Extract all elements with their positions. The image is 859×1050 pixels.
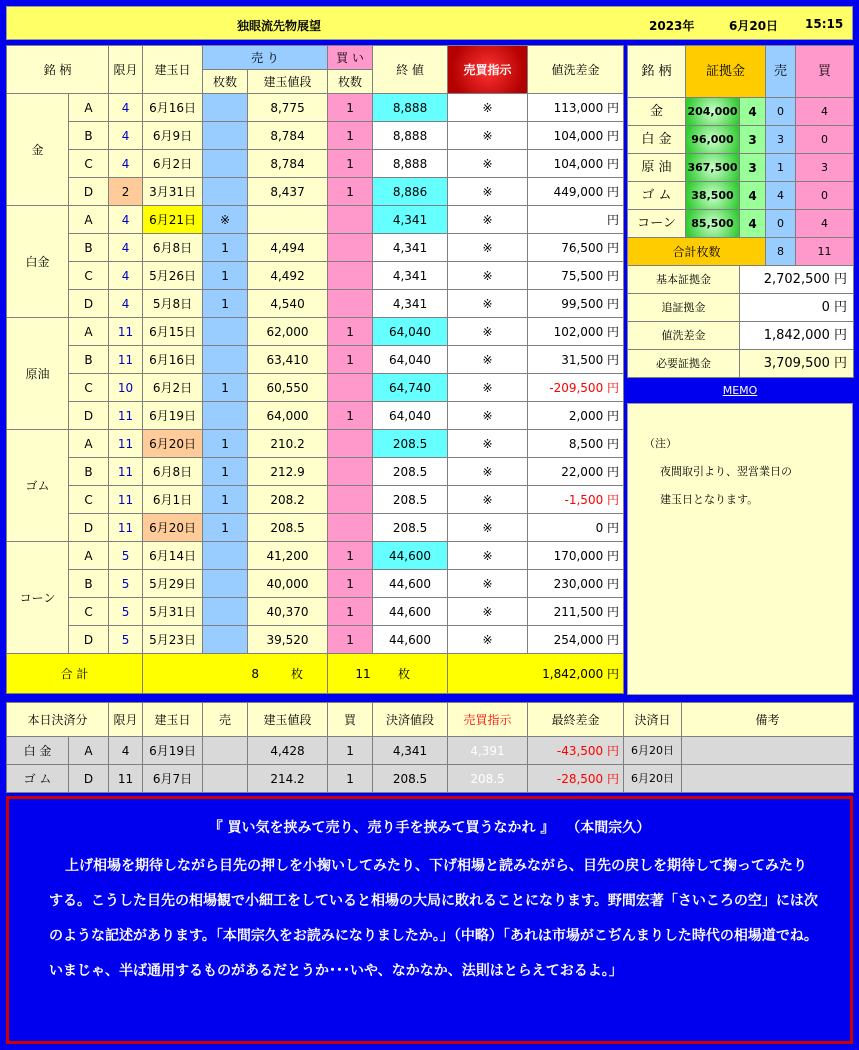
row-buy-qty: 1 bbox=[328, 402, 373, 430]
row-order: ※ bbox=[448, 514, 528, 542]
row-close: 8,888 bbox=[373, 122, 448, 150]
row-sell-qty: 1 bbox=[203, 290, 248, 318]
row-order: ※ bbox=[448, 402, 528, 430]
row-order: ※ bbox=[448, 262, 528, 290]
settled-buy: 1 bbox=[328, 737, 373, 765]
total-buy-count: 11 bbox=[355, 666, 371, 681]
row-sell-qty: 1 bbox=[203, 486, 248, 514]
rp-buy: 3 bbox=[796, 154, 854, 182]
summary-label: 必要証拠金 bbox=[628, 350, 740, 378]
row-sell-qty: 1 bbox=[203, 262, 248, 290]
row-code: D bbox=[69, 514, 109, 542]
row-limit: 4 bbox=[109, 94, 143, 122]
row-buy-qty: 1 bbox=[328, 346, 373, 374]
row-close: 208.5 bbox=[373, 486, 448, 514]
settled-price: 214.2 bbox=[248, 765, 328, 793]
row-close: 64,040 bbox=[373, 402, 448, 430]
rp-name: 原 油 bbox=[628, 154, 686, 182]
row-buy-qty: 1 bbox=[328, 542, 373, 570]
row-diff: 104,000 円 bbox=[528, 150, 624, 178]
row-sell-qty bbox=[203, 598, 248, 626]
row-close: 64,040 bbox=[373, 346, 448, 374]
row-order: ※ bbox=[448, 458, 528, 486]
row-limit: 11 bbox=[109, 402, 143, 430]
row-sell-qty bbox=[203, 542, 248, 570]
row-limit: 5 bbox=[109, 570, 143, 598]
row-order: ※ bbox=[448, 206, 528, 234]
row-diff: 8,500 円 bbox=[528, 430, 624, 458]
row-diff: 102,000 円 bbox=[528, 318, 624, 346]
row-order: ※ bbox=[448, 570, 528, 598]
row-code: B bbox=[69, 122, 109, 150]
memo-link[interactable]: MEMO bbox=[722, 384, 758, 397]
row-close: 44,600 bbox=[373, 542, 448, 570]
rp-sell-header: 売 bbox=[766, 46, 796, 98]
rp-count: 3 bbox=[740, 154, 766, 182]
row-code: B bbox=[69, 570, 109, 598]
row-buy-qty bbox=[328, 206, 373, 234]
rp-brand-header: 銘 柄 bbox=[628, 46, 686, 98]
col-limit-header: 限月 bbox=[109, 46, 143, 94]
row-sell-qty bbox=[203, 570, 248, 598]
row-buy-qty: 1 bbox=[328, 122, 373, 150]
row-order: ※ bbox=[448, 542, 528, 570]
row-date: 5月26日 bbox=[143, 262, 203, 290]
row-order: ※ bbox=[448, 122, 528, 150]
row-limit: 11 bbox=[109, 430, 143, 458]
row-buy-qty: 1 bbox=[328, 178, 373, 206]
row-limit: 2 bbox=[109, 178, 143, 206]
st-header-note: 備考 bbox=[682, 703, 854, 737]
row-diff: 99,500 円 bbox=[528, 290, 624, 318]
row-code: B bbox=[69, 458, 109, 486]
row-diff: 76,500 円 bbox=[528, 234, 624, 262]
row-date: 6月8日 bbox=[143, 458, 203, 486]
settled-sdate: 6月20日 bbox=[624, 737, 682, 765]
st-header-order: 売買指示 bbox=[448, 703, 528, 737]
market-name: 白金 bbox=[7, 206, 69, 318]
row-buy-qty: 1 bbox=[328, 94, 373, 122]
row-sell-qty bbox=[203, 178, 248, 206]
row-limit: 11 bbox=[109, 486, 143, 514]
row-close: 8,888 bbox=[373, 150, 448, 178]
row-sell-qty: 1 bbox=[203, 234, 248, 262]
row-sell-qty: 1 bbox=[203, 430, 248, 458]
row-diff: 254,000 円 bbox=[528, 626, 624, 654]
row-date: 6月2日 bbox=[143, 150, 203, 178]
row-limit: 4 bbox=[109, 122, 143, 150]
rp-name: 金 bbox=[628, 98, 686, 126]
row-diff: 230,000 円 bbox=[528, 570, 624, 598]
row-price: 4,540 bbox=[248, 290, 328, 318]
row-diff: 170,000 円 bbox=[528, 542, 624, 570]
settled-note bbox=[682, 765, 854, 793]
title-bar bbox=[6, 6, 853, 40]
row-date: 6月8日 bbox=[143, 234, 203, 262]
rp-total-sell: 8 bbox=[766, 238, 796, 266]
summary-value: 2,702,500 円 bbox=[740, 266, 854, 294]
settled-settle: 4,341 bbox=[373, 737, 448, 765]
col-date-header: 建玉日 bbox=[143, 46, 203, 94]
row-price: 208.2 bbox=[248, 486, 328, 514]
market-name: 金 bbox=[7, 94, 69, 206]
row-code: C bbox=[69, 262, 109, 290]
settled-code: D bbox=[69, 765, 109, 793]
settled-sdate: 6月20日 bbox=[624, 765, 682, 793]
settled-limit: 11 bbox=[109, 765, 143, 793]
row-order: ※ bbox=[448, 430, 528, 458]
row-close: 208.5 bbox=[373, 430, 448, 458]
row-order: ※ bbox=[448, 626, 528, 654]
settled-table bbox=[6, 702, 854, 793]
row-date: 6月2日 bbox=[143, 374, 203, 402]
row-order: ※ bbox=[448, 598, 528, 626]
settled-name: 白 金 bbox=[7, 737, 69, 765]
row-close: 4,341 bbox=[373, 290, 448, 318]
row-price: 8,784 bbox=[248, 150, 328, 178]
row-code: A bbox=[69, 430, 109, 458]
row-date: 6月9日 bbox=[143, 122, 203, 150]
rp-margin: 204,000 bbox=[686, 98, 740, 126]
rp-count: 3 bbox=[740, 126, 766, 154]
row-close: 208.5 bbox=[373, 514, 448, 542]
total-sell bbox=[143, 654, 328, 694]
row-diff: -1,500 円 bbox=[528, 486, 624, 514]
row-buy-qty bbox=[328, 458, 373, 486]
row-limit: 11 bbox=[109, 514, 143, 542]
rp-buy: 0 bbox=[796, 126, 854, 154]
row-diff: 0 円 bbox=[528, 514, 624, 542]
row-price: 8,784 bbox=[248, 122, 328, 150]
rp-sell: 4 bbox=[766, 182, 796, 210]
row-code: C bbox=[69, 150, 109, 178]
col-price-header: 建玉値段 bbox=[248, 70, 328, 94]
row-code: A bbox=[69, 542, 109, 570]
row-limit: 5 bbox=[109, 598, 143, 626]
row-diff: 211,500 円 bbox=[528, 598, 624, 626]
row-date: 6月1日 bbox=[143, 486, 203, 514]
row-order: ※ bbox=[448, 290, 528, 318]
col-order-header: 売買指示 bbox=[448, 46, 528, 94]
row-date: 6月21日 bbox=[143, 206, 203, 234]
header-date: 6月20日 bbox=[729, 19, 779, 33]
row-order: ※ bbox=[448, 178, 528, 206]
row-order: ※ bbox=[448, 94, 528, 122]
row-date: 5月8日 bbox=[143, 290, 203, 318]
row-buy-qty bbox=[328, 514, 373, 542]
row-sell-qty bbox=[203, 318, 248, 346]
quote-title: 『 買い気を挟みて売り、売り手を挟みて買うなかれ 』 （本間宗久） bbox=[208, 820, 651, 836]
settled-buy: 1 bbox=[328, 765, 373, 793]
settled-limit: 4 bbox=[109, 737, 143, 765]
rp-sell: 0 bbox=[766, 98, 796, 126]
row-diff: 113,000 円 bbox=[528, 94, 624, 122]
rp-margin: 367,500 bbox=[686, 154, 740, 182]
row-price bbox=[248, 206, 328, 234]
row-diff: 31,500 円 bbox=[528, 346, 624, 374]
total-buy bbox=[328, 654, 448, 694]
row-buy-qty: 1 bbox=[328, 570, 373, 598]
row-price: 64,000 bbox=[248, 402, 328, 430]
row-buy-qty: 1 bbox=[328, 598, 373, 626]
positions-table bbox=[6, 45, 624, 694]
rp-sell: 0 bbox=[766, 210, 796, 238]
row-price: 210.2 bbox=[248, 430, 328, 458]
row-close: 8,888 bbox=[373, 94, 448, 122]
row-date: 6月19日 bbox=[143, 402, 203, 430]
total-buy-unit: 枚 bbox=[398, 666, 411, 681]
st-header-name: 本日決済分 bbox=[7, 703, 109, 737]
settled-note bbox=[682, 737, 854, 765]
row-buy-qty bbox=[328, 290, 373, 318]
st-header-buy: 買 bbox=[328, 703, 373, 737]
rp-margin: 38,500 bbox=[686, 182, 740, 210]
row-sell-qty bbox=[203, 122, 248, 150]
row-limit: 4 bbox=[109, 290, 143, 318]
rp-margin: 96,000 bbox=[686, 126, 740, 154]
row-date: 6月20日 bbox=[143, 430, 203, 458]
row-sell-qty: 1 bbox=[203, 374, 248, 402]
summary-value: 1,842,000 円 bbox=[740, 322, 854, 350]
row-code: A bbox=[69, 206, 109, 234]
row-close: 4,341 bbox=[373, 206, 448, 234]
settled-final: -43,500 円 bbox=[528, 737, 624, 765]
row-limit: 5 bbox=[109, 542, 143, 570]
rp-buy: 0 bbox=[796, 182, 854, 210]
row-buy-qty: 1 bbox=[328, 150, 373, 178]
rp-sell: 1 bbox=[766, 154, 796, 182]
row-close: 44,600 bbox=[373, 598, 448, 626]
rp-total-buy: 11 bbox=[796, 238, 854, 266]
rp-count: 4 bbox=[740, 210, 766, 238]
row-buy-qty: 1 bbox=[328, 626, 373, 654]
row-limit: 4 bbox=[109, 234, 143, 262]
summary-label: 基本証拠金 bbox=[628, 266, 740, 294]
rp-margin: 85,500 bbox=[686, 210, 740, 238]
row-order: ※ bbox=[448, 374, 528, 402]
row-price: 212.9 bbox=[248, 458, 328, 486]
row-diff: 円 bbox=[528, 206, 624, 234]
row-date: 5月23日 bbox=[143, 626, 203, 654]
settled-code: A bbox=[69, 737, 109, 765]
row-buy-qty bbox=[328, 486, 373, 514]
settled-sell bbox=[203, 737, 248, 765]
row-close: 44,600 bbox=[373, 626, 448, 654]
margin-panel bbox=[627, 45, 854, 378]
rp-buy: 4 bbox=[796, 98, 854, 126]
settled-date: 6月7日 bbox=[143, 765, 203, 793]
total-diff: 1,842,000 円 bbox=[448, 654, 624, 694]
row-date: 6月16日 bbox=[143, 346, 203, 374]
settled-order: 4,391 bbox=[448, 737, 528, 765]
row-date: 5月31日 bbox=[143, 598, 203, 626]
header-time: 15:15 bbox=[805, 17, 844, 31]
row-date: 6月20日 bbox=[143, 514, 203, 542]
market-name: ゴム bbox=[7, 430, 69, 542]
row-date: 6月16日 bbox=[143, 94, 203, 122]
row-sell-qty bbox=[203, 94, 248, 122]
row-price: 8,775 bbox=[248, 94, 328, 122]
row-limit: 11 bbox=[109, 318, 143, 346]
row-sell-qty bbox=[203, 346, 248, 374]
memo-line-2: 夜間取引より、翌営業日の bbox=[660, 465, 792, 478]
quote-box bbox=[6, 796, 853, 1044]
st-header-settle: 決済値段 bbox=[373, 703, 448, 737]
st-header-limit: 限月 bbox=[109, 703, 143, 737]
row-code: D bbox=[69, 178, 109, 206]
col-sell-qty-header: 枚数 bbox=[203, 70, 248, 94]
summary-label: 値洗差金 bbox=[628, 322, 740, 350]
row-code: D bbox=[69, 402, 109, 430]
row-code: A bbox=[69, 318, 109, 346]
row-buy-qty bbox=[328, 234, 373, 262]
row-sell-qty bbox=[203, 626, 248, 654]
rp-buy-header: 買 bbox=[796, 46, 854, 98]
row-order: ※ bbox=[448, 150, 528, 178]
row-close: 208.5 bbox=[373, 458, 448, 486]
row-close: 64,040 bbox=[373, 318, 448, 346]
header-year: 2023年 bbox=[649, 19, 695, 33]
st-header-final: 最終差金 bbox=[528, 703, 624, 737]
st-header-sdate: 決済日 bbox=[624, 703, 682, 737]
row-price: 4,494 bbox=[248, 234, 328, 262]
row-code: B bbox=[69, 234, 109, 262]
row-date: 6月15日 bbox=[143, 318, 203, 346]
row-code: B bbox=[69, 346, 109, 374]
st-header-date: 建玉日 bbox=[143, 703, 203, 737]
row-diff: 22,000 円 bbox=[528, 458, 624, 486]
rp-count: 4 bbox=[740, 98, 766, 126]
row-code: A bbox=[69, 94, 109, 122]
rp-name: 白 金 bbox=[628, 126, 686, 154]
rp-sell: 3 bbox=[766, 126, 796, 154]
row-limit: 11 bbox=[109, 458, 143, 486]
memo-line-1: （注） bbox=[644, 437, 677, 450]
row-limit: 10 bbox=[109, 374, 143, 402]
row-diff: -209,500 円 bbox=[528, 374, 624, 402]
row-limit: 5 bbox=[109, 626, 143, 654]
row-close: 44,600 bbox=[373, 570, 448, 598]
row-price: 208.5 bbox=[248, 514, 328, 542]
row-code: C bbox=[69, 598, 109, 626]
col-sell-header: 売 り bbox=[203, 46, 328, 70]
row-price: 39,520 bbox=[248, 626, 328, 654]
total-label: 合 計 bbox=[7, 654, 143, 694]
row-diff: 449,000 円 bbox=[528, 178, 624, 206]
summary-label: 追証拠金 bbox=[628, 294, 740, 322]
st-header-price: 建玉値段 bbox=[248, 703, 328, 737]
memo-line-3: 建玉日となります。 bbox=[660, 493, 759, 506]
total-sell-unit: 枚 bbox=[291, 666, 304, 681]
rp-name: ゴ ム bbox=[628, 182, 686, 210]
row-buy-qty bbox=[328, 430, 373, 458]
row-date: 6月14日 bbox=[143, 542, 203, 570]
row-diff: 75,500 円 bbox=[528, 262, 624, 290]
col-buy-header: 買 い bbox=[328, 46, 373, 70]
row-order: ※ bbox=[448, 486, 528, 514]
row-diff: 2,000 円 bbox=[528, 402, 624, 430]
total-sell-count: 8 bbox=[251, 666, 260, 681]
row-limit: 4 bbox=[109, 206, 143, 234]
row-price: 40,370 bbox=[248, 598, 328, 626]
settled-date: 6月19日 bbox=[143, 737, 203, 765]
row-sell-qty bbox=[203, 402, 248, 430]
row-price: 41,200 bbox=[248, 542, 328, 570]
rp-count: 4 bbox=[740, 182, 766, 210]
col-close-header: 終 値 bbox=[373, 46, 448, 94]
rp-total-label: 合計枚数 bbox=[628, 238, 766, 266]
row-order: ※ bbox=[448, 318, 528, 346]
row-price: 8,437 bbox=[248, 178, 328, 206]
col-diff-header: 値洗差金 bbox=[528, 46, 624, 94]
row-close: 64,740 bbox=[373, 374, 448, 402]
row-buy-qty bbox=[328, 374, 373, 402]
settled-settle: 208.5 bbox=[373, 765, 448, 793]
row-close: 8,886 bbox=[373, 178, 448, 206]
memo-box bbox=[627, 403, 853, 695]
settled-sell bbox=[203, 765, 248, 793]
row-sell-qty: 1 bbox=[203, 458, 248, 486]
market-name: コーン bbox=[7, 542, 69, 654]
row-sell-qty bbox=[203, 150, 248, 178]
row-code: C bbox=[69, 486, 109, 514]
settled-price: 4,428 bbox=[248, 737, 328, 765]
row-code: D bbox=[69, 290, 109, 318]
rp-name: コーン bbox=[628, 210, 686, 238]
row-limit: 4 bbox=[109, 150, 143, 178]
row-code: D bbox=[69, 626, 109, 654]
row-sell-qty: ※ bbox=[203, 206, 248, 234]
row-price: 4,492 bbox=[248, 262, 328, 290]
row-date: 5月29日 bbox=[143, 570, 203, 598]
col-buy-qty-header: 枚数 bbox=[328, 70, 373, 94]
row-sell-qty: 1 bbox=[203, 514, 248, 542]
row-close: 4,341 bbox=[373, 234, 448, 262]
row-price: 40,000 bbox=[248, 570, 328, 598]
settled-name: ゴ ム bbox=[7, 765, 69, 793]
rp-margin-header: 証拠金 bbox=[686, 46, 766, 98]
row-diff: 104,000 円 bbox=[528, 122, 624, 150]
row-limit: 4 bbox=[109, 262, 143, 290]
row-code: C bbox=[69, 374, 109, 402]
quote-body: 上げ相場を期待しながら目先の押しを小掬いしてみたり、下げ相場と読みながら、目先の戻しを期待して掬ってみたりする。こうした目先の相場観で小細工をしていると相場の大局に敗れることになります。野間宏著「さいころの空」には次のような記述があります。「本間宗久をお読みになりましたか。」（中略）「あれは市場がこぢんまりした時代の相場道でね。いまじゃ、半ば通用するものがあるだとうか･･･いや、なかなか、法則はとらえておるよ。」 bbox=[49, 858, 818, 979]
st-header-sell: 売 bbox=[203, 703, 248, 737]
settled-final: -28,500 円 bbox=[528, 765, 624, 793]
row-price: 63,410 bbox=[248, 346, 328, 374]
summary-value: 0 円 bbox=[740, 294, 854, 322]
row-buy-qty bbox=[328, 262, 373, 290]
row-close: 4,341 bbox=[373, 262, 448, 290]
summary-value: 3,709,500 円 bbox=[740, 350, 854, 378]
row-price: 62,000 bbox=[248, 318, 328, 346]
row-order: ※ bbox=[448, 234, 528, 262]
row-limit: 11 bbox=[109, 346, 143, 374]
rp-buy: 4 bbox=[796, 210, 854, 238]
page-title: 独眼流先物展望 bbox=[237, 19, 322, 33]
col-brand-header: 銘 柄 bbox=[7, 46, 109, 94]
row-price: 60,550 bbox=[248, 374, 328, 402]
row-buy-qty: 1 bbox=[328, 318, 373, 346]
market-name: 原油 bbox=[7, 318, 69, 430]
settled-order: 208.5 bbox=[448, 765, 528, 793]
row-order: ※ bbox=[448, 346, 528, 374]
row-date: 3月31日 bbox=[143, 178, 203, 206]
